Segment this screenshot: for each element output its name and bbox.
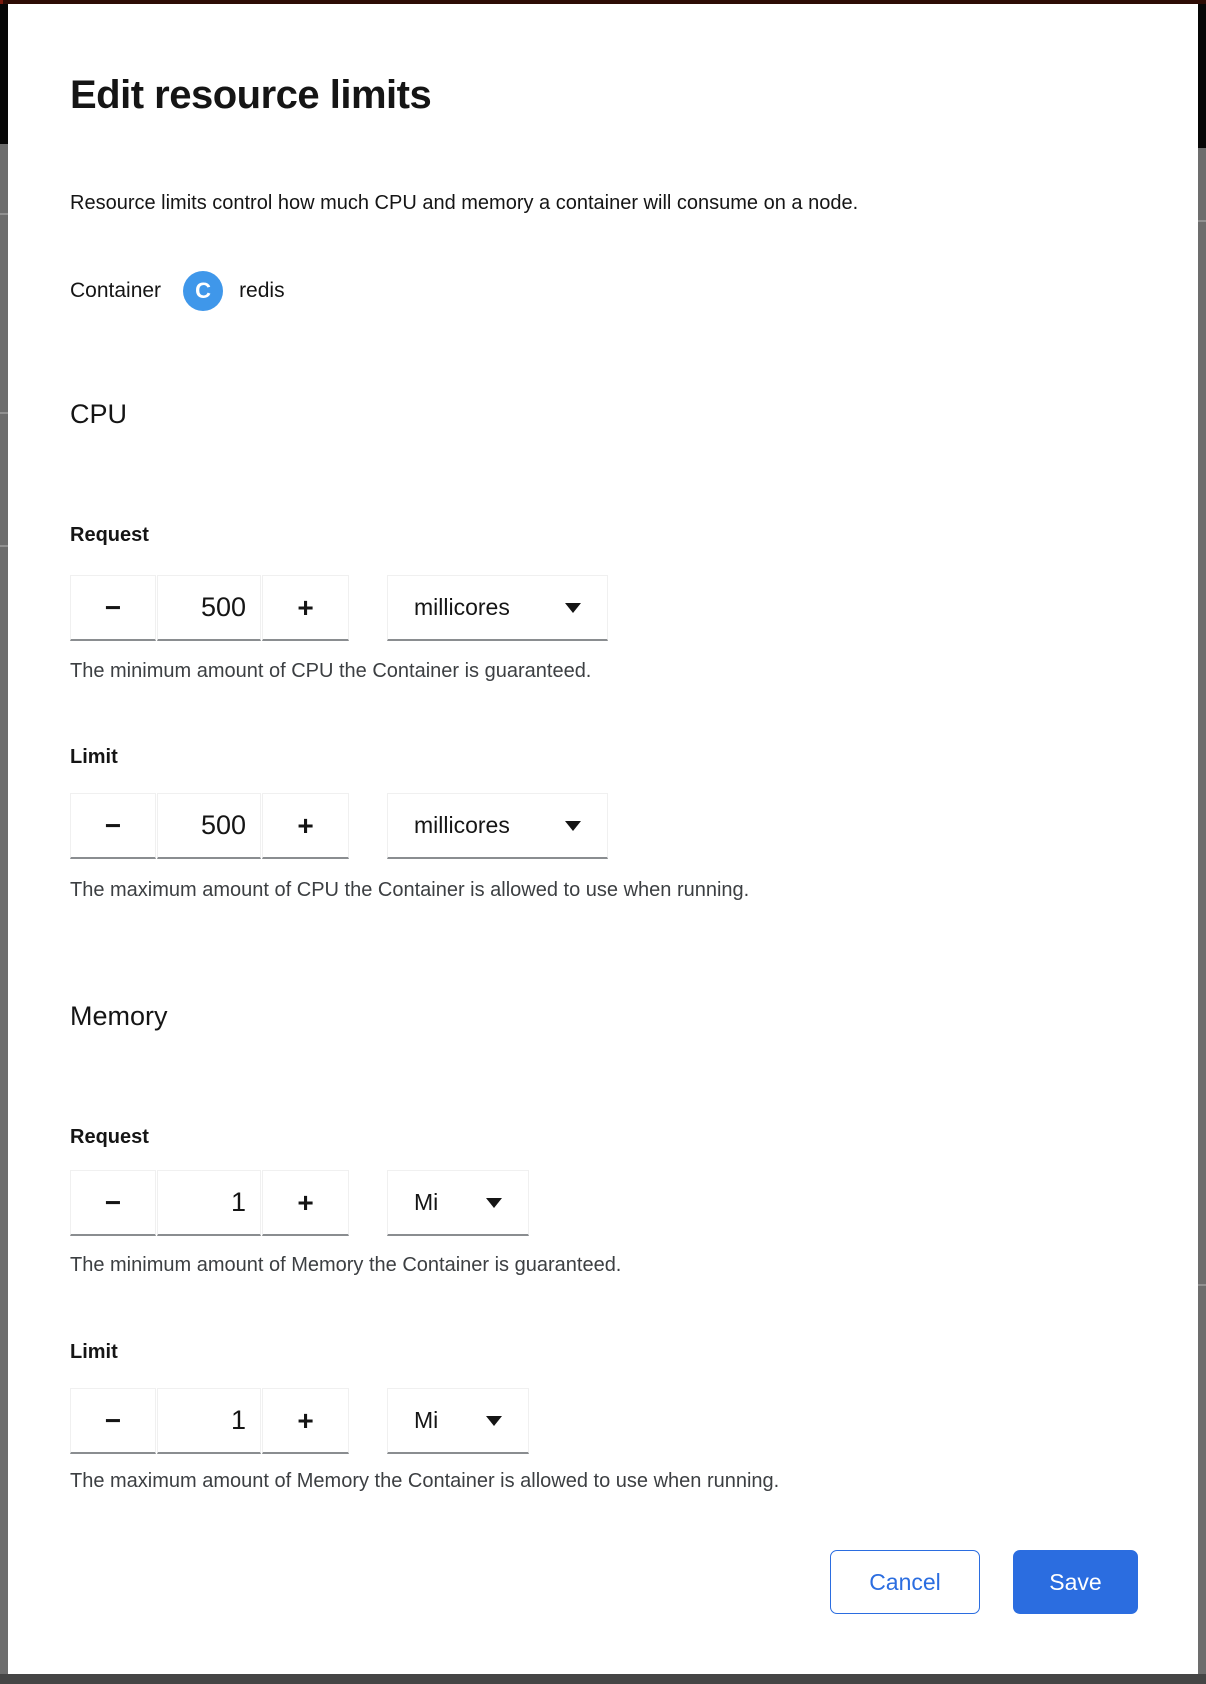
backdrop-line xyxy=(1198,220,1206,222)
cpu-limit-value-input[interactable] xyxy=(158,794,260,857)
memory-request-stepper xyxy=(70,1170,349,1236)
minus-icon: − xyxy=(104,809,122,841)
backdrop-right-strip xyxy=(1198,4,1206,1674)
memory-limit-value-cell xyxy=(157,1388,261,1454)
memory-request-value-cell xyxy=(157,1170,261,1236)
page-title: Edit resource limits xyxy=(70,73,432,117)
memory-request-minus-button[interactable] xyxy=(70,1170,156,1236)
modal-description: Resource limits control how much CPU and memory a container will consume on a node. xyxy=(70,192,859,214)
container-label: Container xyxy=(70,279,162,302)
minus-icon: − xyxy=(104,591,122,623)
minus-icon: − xyxy=(104,1404,122,1436)
cpu-limit-help-text: The maximum amount of CPU the Container is allowed to use when running. xyxy=(70,879,750,901)
memory-limit-value-input[interactable] xyxy=(158,1389,260,1452)
caret-down-icon xyxy=(565,821,581,831)
container-resource-icon: C xyxy=(183,271,223,311)
cpu-section-heading: CPU xyxy=(70,399,128,429)
memory-limit-minus-button[interactable] xyxy=(70,1388,156,1454)
backdrop-line xyxy=(0,545,8,547)
backdrop-bottom-bar xyxy=(0,1674,1206,1684)
container-row xyxy=(70,269,285,313)
memory-request-help-text: The minimum amount of Memory the Container is guaranteed. xyxy=(70,1254,622,1276)
memory-request-label: Request xyxy=(70,1126,149,1148)
cpu-limit-minus-button[interactable] xyxy=(70,793,156,859)
backdrop-left-masthead xyxy=(0,4,8,144)
plus-icon: + xyxy=(297,809,314,841)
memory-limit-label: Limit xyxy=(70,1341,118,1363)
caret-down-icon xyxy=(486,1416,502,1426)
cpu-limit-stepper xyxy=(70,793,349,859)
cpu-request-label: Request xyxy=(70,524,149,546)
memory-limit-help-text: The maximum amount of Memory the Container is allowed to use when running. xyxy=(70,1470,780,1492)
memory-request-unit-value: Mi xyxy=(414,1189,439,1215)
cpu-request-minus-button[interactable] xyxy=(70,575,156,641)
memory-limit-stepper xyxy=(70,1388,349,1454)
backdrop-line xyxy=(0,412,8,414)
memory-request-unit-select[interactable] xyxy=(387,1170,529,1236)
cpu-request-plus-button[interactable] xyxy=(262,575,349,641)
backdrop-line xyxy=(1198,1284,1206,1286)
plus-icon: + xyxy=(297,1404,314,1436)
cpu-request-help-text: The minimum amount of CPU the Container is guaranteed. xyxy=(70,660,592,682)
edit-resource-limits-modal xyxy=(8,4,1198,1674)
cpu-request-stepper xyxy=(70,575,349,641)
cpu-limit-value-cell xyxy=(157,793,261,859)
cancel-button[interactable]: Cancel xyxy=(830,1550,980,1614)
caret-down-icon xyxy=(565,603,581,613)
cpu-request-value-input[interactable] xyxy=(158,576,260,639)
save-button[interactable]: Save xyxy=(1013,1550,1138,1614)
cpu-limit-plus-button[interactable] xyxy=(262,793,349,859)
cpu-limit-unit-select[interactable] xyxy=(387,793,608,859)
cpu-limit-label: Limit xyxy=(70,746,118,768)
backdrop-left-strip xyxy=(0,4,8,1674)
memory-request-value-input[interactable] xyxy=(158,1171,260,1234)
cpu-request-value-cell xyxy=(157,575,261,641)
backdrop-right-masthead xyxy=(1198,4,1206,148)
memory-limit-plus-button[interactable] xyxy=(262,1388,349,1454)
cpu-limit-unit-value: millicores xyxy=(414,812,510,838)
minus-icon: − xyxy=(104,1186,122,1218)
memory-limit-unit-value: Mi xyxy=(414,1407,439,1433)
memory-request-plus-button[interactable] xyxy=(262,1170,349,1236)
backdrop-line xyxy=(0,213,8,215)
caret-down-icon xyxy=(486,1198,502,1208)
cpu-request-unit-value: millicores xyxy=(414,594,510,620)
plus-icon: + xyxy=(297,591,314,623)
memory-limit-unit-select[interactable] xyxy=(387,1388,529,1454)
container-name: redis xyxy=(239,279,285,302)
plus-icon: + xyxy=(297,1186,314,1218)
memory-section-heading: Memory xyxy=(70,1001,168,1031)
cpu-request-unit-select[interactable] xyxy=(387,575,608,641)
